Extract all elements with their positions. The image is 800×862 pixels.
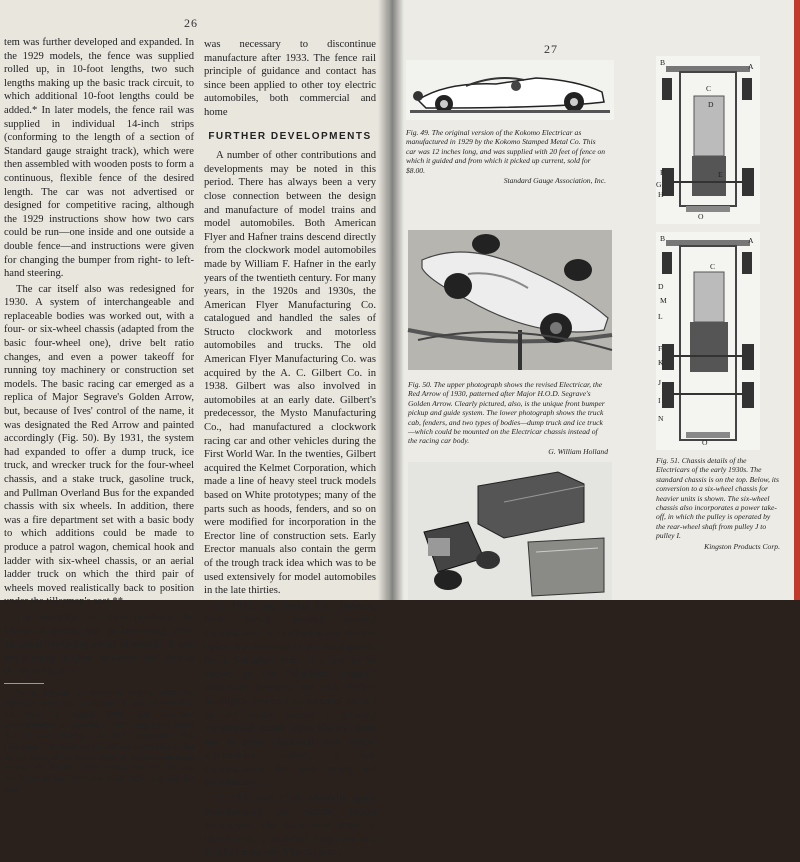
fig50-upper-photo xyxy=(408,230,612,370)
left-column-1 xyxy=(4,36,194,797)
label-f2: F xyxy=(658,344,663,353)
label-f: F xyxy=(660,168,665,177)
footnote: *It is difficult to determine exactly when the Electricar went into production. It was advertised to the trade in August 1928, and consumer advertisements in December 1928 magazines stated that it was making "its first appearance this Christmas." No exact factory records are available, but on the basis of his recollection of certain concurrent events, Mr. Woolley feels certain that the car was developed in late 1928 and early 1929, and that the first xyxy=(4,686,194,795)
fig50-caption-text: Fig. 50. The upper photograph shows the revised Electricar, the Red Arrow of 1930, patterned after Major H.O.D. Segrave's Golden Arrow. Clearly pictured, also, is the unique front bumper pickup and guide system. The lower photograph shows the truck cab, fenders, and two types of bodies—dump truck and ice truck—which could be mounted on the Electricar chassis instead of the racing car body. xyxy=(408,380,605,446)
label-e: E xyxy=(718,170,723,179)
label-d: D xyxy=(708,100,714,109)
book-gutter xyxy=(378,0,404,600)
paragraph: was necessary to discontinue manufacture after 1933. The fence rail principle of guidance and contact has since been applied to other toy electric automobiles, both commercial and home xyxy=(204,39,376,118)
footnote-rule xyxy=(4,683,44,684)
page-number-right: 27 xyxy=(544,42,558,56)
fig49-caption xyxy=(406,128,606,185)
left-column-2 xyxy=(204,38,376,862)
label-m: M xyxy=(660,296,667,305)
fig50-lower-photo xyxy=(408,462,612,600)
label-b: B xyxy=(660,58,666,67)
label-a: A xyxy=(748,62,754,71)
label-h: H xyxy=(658,190,664,199)
paragraph: In 1935 and 1936, Maerklin again manufactured an electric model automobile. The track went about 3-inches wide, a modified trough and in a middle center rail. The car was ... xyxy=(204,793,376,859)
page-number-left: 26 xyxy=(184,16,198,30)
fig50-credit: G. William Holland xyxy=(548,446,608,456)
label-c2: C xyxy=(710,262,716,271)
label-a2: A xyxy=(748,236,754,245)
paragraph: The Electricar, or, more precisely, the Electricar system, was an interesting, well-designed, intriguing series of models. It was not a cheap product, however, and, due to the depression, it xyxy=(4,611,194,678)
label-i: I xyxy=(658,396,661,405)
fig51-caption xyxy=(656,456,780,551)
label-l: L xyxy=(658,312,663,321)
red-arrow-car-image xyxy=(408,230,612,370)
fig51-credit: Kingston Products Corp. xyxy=(704,541,780,551)
label-n: N xyxy=(658,414,664,423)
fig51-chassis-bottom xyxy=(656,232,760,450)
paragraph: A number of other contributions and developments may be noted in this period. There has always been a very close connection between the design and manufacture of model trains and model automobiles. Both American Flyer and Hafner trains descend directly from the clockwork model automobiles made by William F. Hafner in the early years of the twentieth century. For many years, in the 1920s and 1930s, the American Flyer Manufacturing Co. catalogued and handled the sales of Structo clockwork and motorless automobiles and trucks. The old American Flyer Manufacturing Co. was acquired by the A. C. Gilbert Co. in 1938. Gilbert was also involved in automobiles at an early date. Gilbert's predecessor, the Mysto Manufacturing Co., had manufactured a clockwork racing car and other vehicles during the First World War. In the twenties, Gilbert acquired the Kelmet Corporation, which made a line of heavy steel truck models based on White prototypes; many of the parts such as hoods, fenders, and so on were modified for incorporation in the Erector line of construction sets. Early Erector manuals also contain the germ of the trough track idea which was to be used extensively for model automobiles in the late thirties. xyxy=(204,150,376,597)
standard-chassis-image xyxy=(656,56,760,224)
section-heading: FURTHER DEVELOPMENTS xyxy=(208,130,372,142)
book-cover-edge xyxy=(794,0,800,600)
six-wheel-chassis-image xyxy=(656,232,760,450)
label-o: O xyxy=(698,212,704,221)
label-d2: D xyxy=(658,282,664,291)
label-b2: B xyxy=(660,234,666,243)
paragraph: The car itself also was redesigned for 1930. A system of interchangeable and replaceable bodies was worked out, with a four- or six-wheel chassis (adapted from the basic four-wheel one), drive belt ratio changes, and even a power takeoff for running toy machinery or construction set models. The basic racing car emerged as a replica of Major Segrave's Golden Arrow, but, because of Ives' control of the name, it was designated the Red Arrow and painted accordingly (Fig. 50). By 1931, the system had expanded to offer a dump truck, ice truck, and wrecker truck for the four-wheel chassis, and a stake truck, gasoline truck, and Pullman Overland Bus for the expanded chassis with six wheels. In addition, there was a fire department set with a basic body to which additions could be made to produce a patrol wagon, chemical hook and ladder with six-wheel chassis, or an aerial ladder truck on which the third pair of wheels moved realistically back to position under the tillerman's seat.** xyxy=(4,283,194,608)
fig49-caption-text: Fig. 49. The original version of the Kokomo Electricar as manufactured in 1929 by the Kokomo Stamped Metal Co. This car was 12 inches long, and was supplied with 20 feet of fence on which it guided and from which it picked up current, sold for $8.00. xyxy=(406,128,606,175)
label-o2: O xyxy=(702,438,708,447)
label-j: J xyxy=(658,378,661,387)
fig51-caption-text: Fig. 51. Chassis details of the Electricars of the early 1930s. The standard chassis is on the top. Below, its conversion to a six-wheel chassis for heavier units is shown. The six-wheel chassis also incorporates a power take-off, in which the pulley is operated by the rear-wheel shaft from pulley J to pulley I. xyxy=(656,456,779,541)
fig49-photo xyxy=(406,60,614,120)
fig51-chassis-top xyxy=(656,56,760,224)
left-page xyxy=(0,0,392,859)
truck-bodies-image xyxy=(408,462,612,600)
label-k: K xyxy=(658,358,664,367)
label-g: G xyxy=(656,180,662,189)
paragraph: In 1935, the Dorfan Co., Newark, New Jersey, another leading manufacturer of clockwork and electric trains, was involved in the development for a Canadian firm of a toy to be known as the "Northern Logger," clockwork powered, but with electric headlights powered by batteries carried on the trucks. Indeed, a growing commercial model trains history; there has in time connected with model automobiles. Gilbert, a few manufacturers that were going and manufacture. xyxy=(204,600,376,789)
label-c: C xyxy=(706,84,712,93)
fig50-caption xyxy=(408,380,608,456)
paragraph: tem was further developed and expanded. In the 1929 models, the fence was supplied rolled up, in 10-foot lengths, two such lengths making up the basic track circuit, to which additional 10-foot lengths could be added.* In later models, the fence rail was supplied in individual 14-inch strips (conforming to the length of a section of Standard gauge straight track), which were then assembled with wooden posts to form a continuous, flexible fence of the desired length. The car was not advertised or designed for competitive racing, although the 1929 instructions show how two cars could be run—one inside and one outside a double fence—and instructions were given for changing the bumper from right- to left-hand steering. xyxy=(4,37,194,280)
right-page xyxy=(388,0,800,600)
fig49-credit: Standard Gauge Association, Inc. xyxy=(503,176,606,186)
kokomo-car-image xyxy=(406,60,614,120)
